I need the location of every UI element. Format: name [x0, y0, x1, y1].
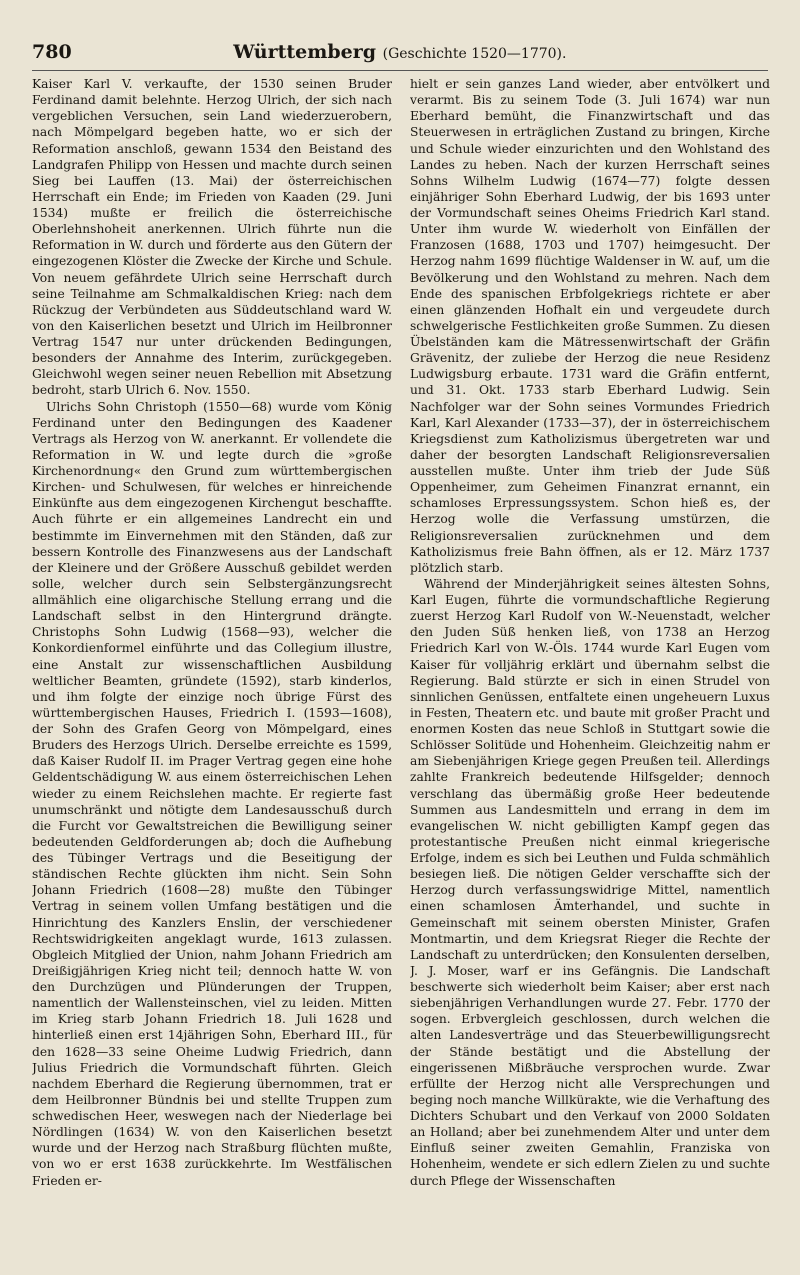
paragraph: Während der Minderjährigkeit seines ältesten Sohns, Karl Eugen, führte die vormundschaftliche Regierung zuerst Herzog Karl Rudolf von W.-Neuenstadt, welcher den Juden Süß henken ließ, von 1738 an Herzog Friedrich Karl von W.-Öls. 1744 wurde Karl Eugen vom Kaiser für volljährig erklärt und übernahm selbst die Regierung. Bald stürzte er sich in einen Strudel von sinnlichen Genüssen, entfaltete einen ungeheuern Luxus in Festen, Theatern etc. und baute mit großer Pracht und enormen Kosten das neue Schloß in Stuttgart sowie die Schlösser Solitüde und Hohenheim. Gleichzeitig nahm er am Siebenjährigen Kriege gegen Preußen teil. Allerdings zahlte Frankreich bedeutende Hilfsgelder; dennoch verschlang das übermäßig große Heer bedeutende Summen aus Landesmitteln und errang in dem im evangelischen W. nicht gebilligten Kampf gegen das protestantische Preußen nicht einmal kriegerische Erfolge, indem es sich bei Leuthen und Fulda schmählich besiegen ließ. Die nötigen Gelder verschaffte sich der Herzog durch verfassungswidrige Mittel, namentlich einen schamlosen Ämterhandel, und suchte in Gemeinschaft mit seinem obersten Minister, Grafen Montmartin, und dem Kriegsrat Rieger die Rechte der Landschaft zu unterdrücken; den Konsulenten derselben, J. J. Moser, warf er ins Gefängnis. Die Landschaft beschwerte sich wiederholt beim Kaiser; aber erst nach siebenjährigen Verhandlungen wurde 27. Febr. 1770 der sogen. Erbvergleich geschlossen, durch welchen die alten Landesverträge und das Steuerbewilligungsrecht der Stände bestätigt und die Abstellung der eingerissenen Mißbräuche versprochen wurde. Zwar erfüllte der Herzog nicht alle Versprechungen und beging noch manche Willkürakte, wie die Verhaftung des Dichters Schubart und den Verkauf von 2000 Soldaten an Holland; aber bei zunehmendem Alter und unter dem Einfluß seiner zweiten Gemahlin, Franziska von Hohenheim, wendete er sich edlern Zielen zu und suchte durch Pflege der Wissenschaften: [410, 576, 770, 1188]
running-title-subtitle: (Geschichte 1520—1770).: [382, 46, 567, 62]
left-column: [32, 76, 392, 1252]
paragraph: Ulrichs Sohn Christoph (1550—68) wurde vom König Ferdinand unter den Bedingungen des Kaadener Vertrags als Herzog von W. anerkannt. Er vollendete die Reformation in W. und legte durch die »große Kirchenordnung« den Grund zum württembergischen Kirchen- und Schulwesen, für welches er hinreichende Einkünfte aus dem eingezogenen Kirchengut beschaffte. Auch führte er ein allgemeines Landrecht ein und bestimmte im Einvernehmen mit den Ständen, daß zur bessern Kontrolle des Finanzwesens aus der Landschaft der Kleinere und der Größere Ausschuß gebildet werden solle, welcher durch sein Selbstergänzungsrecht allmählich eine oligarchische Stellung errang und die Landschaft selbst in den Hintergrund drängte. Christophs Sohn Ludwig (1568—93), welcher die Konkordienformel einführte und das Collegium illustre, eine Anstalt zur wissenschaftlichen Ausbildung weltlicher Beamten, gründete (1592), starb kinderlos, und ihm folgte der einzige noch übrige Fürst des württembergischen Hauses, Friedrich I. (1593—1608), der Sohn des Grafen Georg von Mömpelgard, eines Bruders des Herzogs Ulrich. Derselbe erreichte es 1599, daß Kaiser Rudolf II. im Prager Vertrag gegen eine hohe Geldentschädigung W. aus einem österreichischen Lehen wieder zu einem Reichslehen machte. Er regierte fast unumschränkt und nötigte dem Landesausschuß durch die Furcht vor Gewaltstreichen die Bewilligung seiner bedeutenden Geldforderungen ab; doch die Aufhebung des Tübinger Vertrags und die Beseitigung der ständischen Rechte glückten ihm nicht. Sein Sohn Johann Friedrich (1608—28) mußte den Tübinger Vertrag in seinem vollen Umfang bestätigen und die Hinrichtung des Kanzlers Enslin, der verschiedener Rechtswidrigkeiten angeklagt wurde, 1613 zulassen. Obgleich Mitglied der Union, nahm Johann Friedrich am Dreißigjährigen Krieg nicht teil; dennoch hatte W. von den Durchzügen und Plünderungen der Truppen, namentlich der Wallensteinschen, viel zu leiden. Mitten im Krieg starb Johann Friedrich 18. Juli 1628 und hinterließ einen erst 14jährigen Sohn, Eberhard III., für den 1628—33 seine Oheime Ludwig Friedrich, dann Julius Friedrich die Vormundschaft führten. Gleich nachdem Eberhard die Regierung übernommen, trat er dem Heilbronner Bündnis bei und stellte Truppen zum schwedischen Heer, weswegen nach der Niederlage bei Nördlingen (1634) W. von den Kaiserlichen besetzt wurde und der Herzog nach Straßburg flüchten mußte, von wo er erst 1638 zurückkehrte. Im Westfälischen Frieden er-: [32, 399, 392, 1188]
running-title: [72, 41, 768, 63]
page-header: [32, 36, 768, 68]
header-rule: [32, 70, 768, 71]
paragraph: hielt er sein ganzes Land wieder, aber entvölkert und verarmt. Bis zu seinem Tode (3. Juli 1674) war nun Eberhard bemüht, die Finanzwirtschaft und das Steuerwesen in erträglichen Zustand zu bringen, Kirche und Schule wieder einzurichten und den Wohlstand des Landes zu heben. Nach der kurzen Herrschaft seines Sohns Wilhelm Ludwig (1674—77) folgte dessen einjähriger Sohn Eberhard Ludwig, der bis 1693 unter der Vormundschaft seines Oheims Friedrich Karl stand. Unter ihm wurde W. wiederholt von Einfällen der Franzosen (1688, 1703 und 1707) heimgesucht. Der Herzog nahm 1699 flüchtige Waldenser in W. auf, um die Bevölkerung und den Wohlstand zu mehren. Nach dem Ende des spanischen Erbfolgekriegs richtete er aber einen glänzenden Hofhalt ein und vergeudete durch schwelgerische Festlichkeiten große Summen. Zu diesen Übelständen kam die Mätressenwirtschaft der Gräfin Grävenitz, der zuliebe der Herzog die neue Residenz Ludwigsburg erbaute. 1731 ward die Gräfin entfernt, und 31. Okt. 1733 starb Eberhard Ludwig. Sein Nachfolger war der Sohn seines Vormundes Friedrich Karl, Karl Alexander (1733—37), der in österreichischem Kriegsdienst zum Katholizismus übergetreten war und daher der besorgten Landschaft Religionsreversalien ausstellen mußte. Unter ihm trieb der Jude Süß Oppenheimer, zum Geheimen Finanzrat ernannt, ein schamloses Erpressungssystem. Schon hieß es, der Herzog wolle die Verfassung umstürzen, die Religionsreversalien zurücknehmen und dem Katholizismus freie Bahn öffnen, als er 12. März 1737 plötzlich starb.: [410, 77, 770, 575]
right-column: [410, 76, 770, 1252]
page-number: 780: [32, 41, 72, 63]
running-title-main: Württemberg: [233, 41, 376, 63]
paragraph: Kaiser Karl V. verkaufte, der 1530 seinen Bruder Ferdinand damit belehnte. Herzog Ulrich, der sich nach vergeblichen Versuchen, sein Land wiederzuerobern, nach Mömpelgard begeben hatte, wo er sich der Reformation anschloß, gewann 1534 den Beistand des Landgrafen Philipp von Hessen und machte durch seinen Sieg bei Lauffen (13. Mai) der österreichischen Herrschaft ein Ende; im Frieden von Kaaden (29. Juni 1534) mußte er freilich die österreichische Oberlehnshoheit anerkennen. Ulrich führte nun die Reformation in W. durch und förderte aus den Gütern der eingezogenen Klöster die Zwecke der Kirche und Schule. Von neuem gefährdete Ulrich seine Herrschaft durch seine Teilnahme am Schmalkaldischen Krieg: nach dem Rückzug der Verbündeten aus Süddeutschland ward W. von den Kaiserlichen besetzt und Ulrich im Heilbronner Vertrag 1547 nur unter drückenden Bedingungen, besonders der Annahme des Interim, zurückgegeben. Gleichwohl wegen seiner neuen Rebellion mit Absetzung bedroht, starb Ulrich 6. Nov. 1550.: [32, 77, 392, 398]
